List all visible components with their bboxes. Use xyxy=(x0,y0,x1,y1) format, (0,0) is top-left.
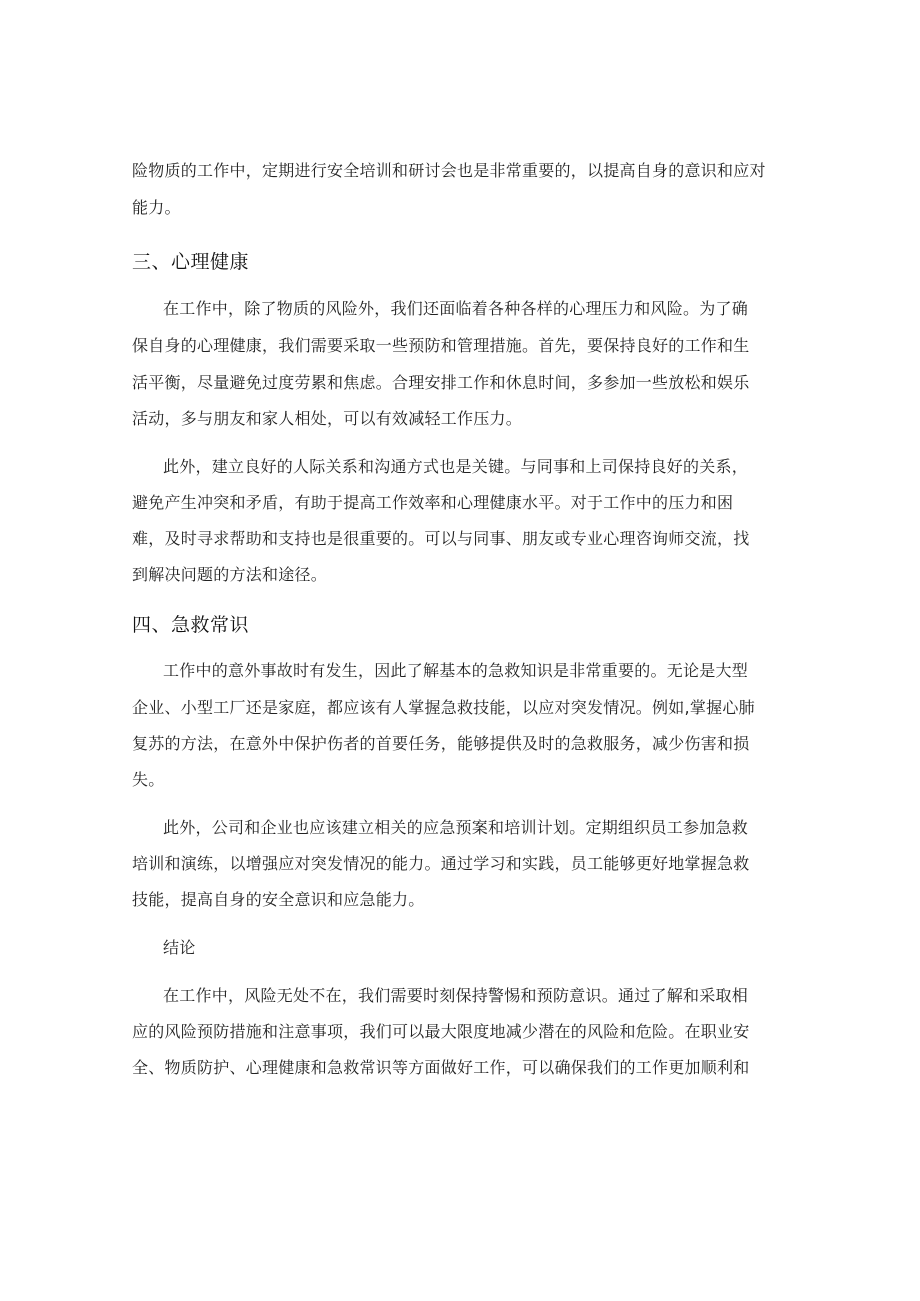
paragraph-line: 险物质的工作中，定期进行安全培训和研讨会也是非常重要的，以提高自身的意识和应对 xyxy=(132,161,766,180)
paragraph-line: 企业、小型工厂还是家庭，都应该有人掌握急救技能，以应对突发情况。例如,掌握心肺 xyxy=(132,698,755,717)
section-heading: 三、心理健康 xyxy=(132,251,250,273)
section-heading: 四、急救常识 xyxy=(132,614,250,636)
paragraph-line: 失。 xyxy=(132,770,165,789)
paragraph-line: 工作中的意外事故时有发生，因此了解基本的急救知识是非常重要的。无论是大型 xyxy=(163,661,749,680)
paragraph-line: 能力。 xyxy=(132,198,181,217)
paragraph-line: 此外，公司和企业也应该建立相关的应急预案和培训计划。定期组织员工参加急救 xyxy=(163,818,749,837)
paragraph-line: 应的风险预防措施和注意事项，我们可以最大限度地减少潜在的风险和危险。在职业安 xyxy=(132,1022,750,1041)
paragraph-line: 此外，建立良好的人际关系和沟通方式也是关键。与同事和上司保持良好的关系， xyxy=(163,457,749,476)
paragraph-line: 全、物质防护、心理健康和急救常识等方面做好工作，可以确保我们的工作更加顺利和 xyxy=(132,1058,750,1077)
paragraph-line: 避免产生冲突和矛盾，有助于提高工作效率和心理健康水平。对于工作中的压力和困 xyxy=(132,493,734,512)
paragraph-line: 在工作中，除了物质的风险外，我们还面临着各种各样的心理压力和风险。为了确 xyxy=(163,299,749,318)
paragraph-line: 培训和演练，以增强应对突发情况的能力。通过学习和实践，员工能够更好地掌握急救 xyxy=(132,854,750,873)
paragraph-line: 在工作中，风险无处不在，我们需要时刻保持警惕和预防意识。通过了解和采取相 xyxy=(163,986,749,1005)
paragraph-line: 到解决问题的方法和途径。 xyxy=(132,565,328,584)
paragraph-line: 活动，多与朋友和家人相处，可以有效减轻工作压力。 xyxy=(132,409,523,428)
paragraph-line: 技能，提高自身的安全意识和应急能力。 xyxy=(132,890,425,909)
paragraph-line: 保自身的心理健康，我们需要采取一些预防和管理措施。首先，要保持良好的工作和生 xyxy=(132,336,750,355)
paragraph-line: 活平衡，尽量避免过度劳累和焦虑。合理安排工作和休息时间，多参加一些放松和娱乐 xyxy=(132,373,750,392)
conclusion-heading: 结论 xyxy=(163,938,196,957)
paragraph-line: 难，及时寻求帮助和支持也是很重要的。可以与同事、朋友或专业心理咨询师交流，找 xyxy=(132,529,750,548)
paragraph-line: 复苏的方法，在意外中保护伤者的首要任务，能够提供及时的急救服务，减少伤害和损 xyxy=(132,734,750,753)
